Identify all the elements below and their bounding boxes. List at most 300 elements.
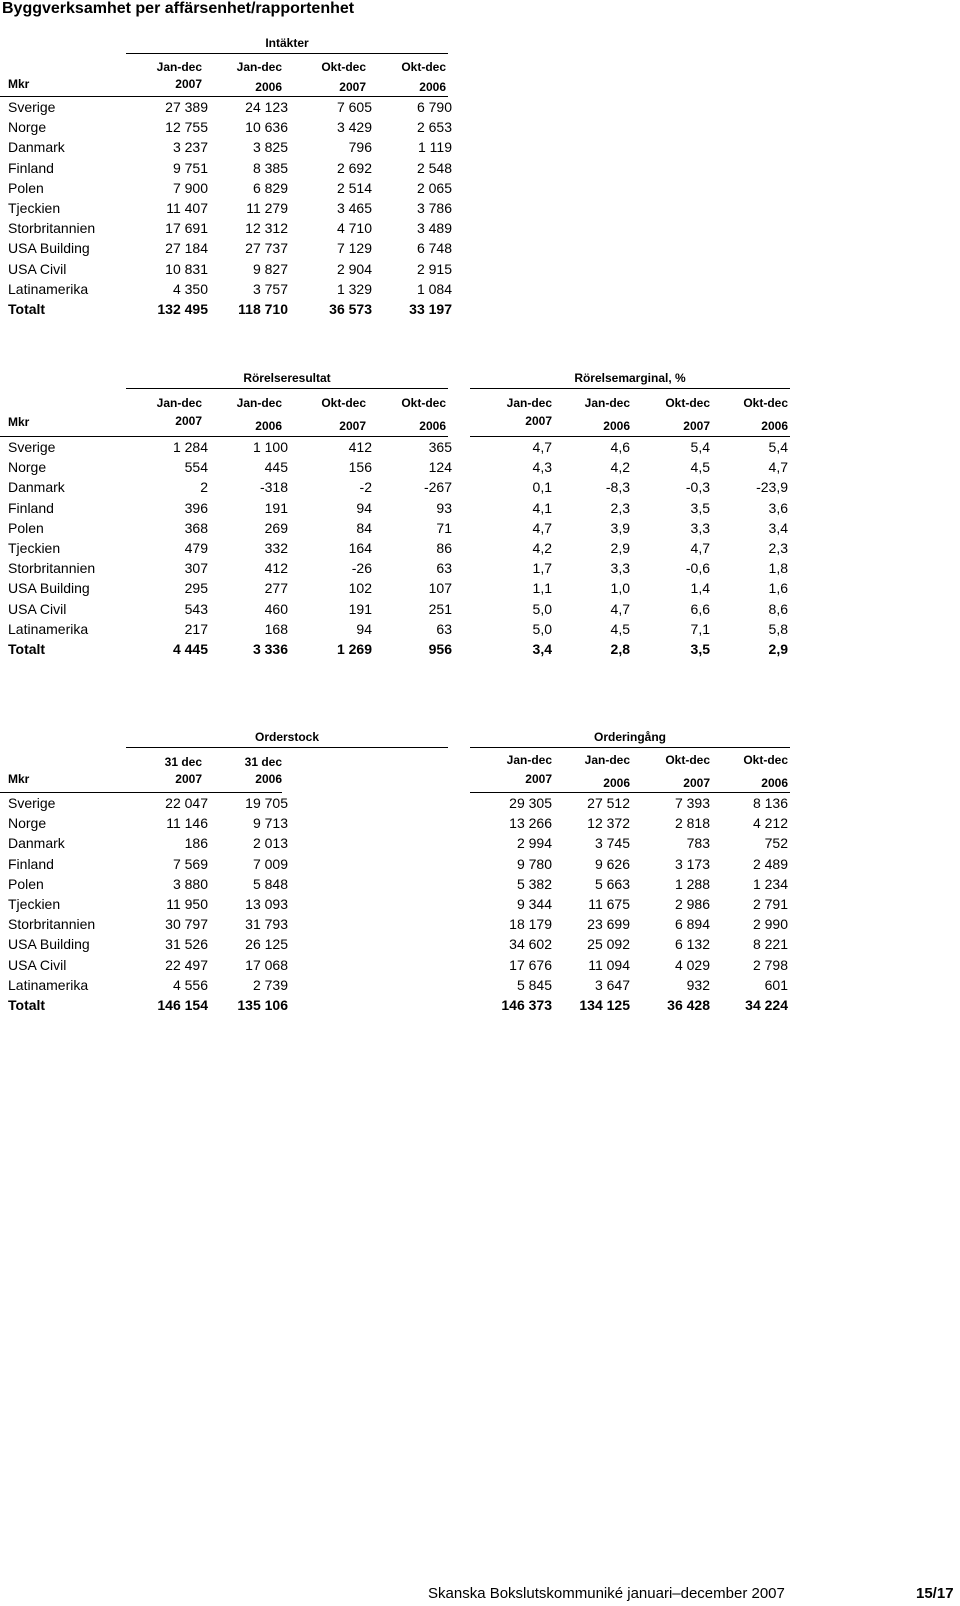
orderstock-table-row	[8, 955, 290, 975]
rorelseresultat-table-row	[8, 578, 454, 598]
row-label: Finland	[8, 855, 54, 872]
cell-value: 4 556	[172, 976, 208, 993]
cell-value: 27 389	[165, 99, 208, 116]
cell-value: 554	[184, 459, 208, 476]
orderingang-table-row	[476, 975, 790, 995]
cell-value: 11 675	[588, 896, 630, 913]
rorelsemarginal-group-title: Rörelsemarginal, %	[574, 371, 686, 385]
intakter-table-row	[8, 218, 454, 238]
orderingang-col-period: Jan-dec	[506, 753, 552, 767]
cell-value: 3 237	[172, 139, 208, 156]
cell-value: 5,4	[768, 439, 788, 456]
cell-value: 27 512	[587, 795, 630, 812]
row-label: Danmark	[8, 835, 65, 852]
rorelsemarginal-table-row	[476, 477, 790, 497]
row-label: Totalt	[8, 996, 46, 1013]
cell-value: 445	[264, 459, 288, 476]
cell-value: 3 336	[252, 640, 288, 657]
rorelseresultat-col-year: 2006	[419, 419, 446, 433]
cell-value: 368	[184, 519, 208, 536]
cell-value: 4,5	[610, 620, 630, 637]
cell-value: 4 350	[172, 280, 208, 297]
cell-value: 84	[356, 519, 372, 536]
rorelsemarginal-header-rule	[470, 388, 790, 389]
orderstock-header-rule	[126, 747, 448, 748]
rorelseresultat-table-row	[8, 498, 454, 518]
cell-value: 4,5	[690, 459, 710, 476]
cell-value: 307	[184, 560, 208, 577]
row-label: Polen	[8, 875, 44, 892]
row-label: Norge	[8, 815, 47, 832]
cell-value: 4,7	[768, 459, 788, 476]
cell-value: 1,0	[610, 580, 630, 597]
cell-value: -267	[423, 479, 452, 496]
cell-value: 6 748	[416, 240, 452, 257]
cell-value: 9 626	[594, 855, 630, 872]
rorelsemarginal-col-year: 2006	[761, 419, 788, 433]
orderstock-col-period: 31 dec	[244, 755, 282, 769]
orderingang-group-title: Orderingång	[593, 730, 666, 744]
cell-value: 11 146	[166, 815, 208, 832]
cell-value: 10 636	[245, 119, 288, 136]
orderingang-table-row	[476, 874, 790, 894]
cell-value: 191	[264, 499, 288, 516]
cell-value: 3,6	[768, 499, 788, 516]
orderstock-table	[8, 793, 290, 1015]
rorelseresultat-table-row	[8, 538, 454, 558]
cell-value: 23 699	[587, 916, 630, 933]
rorelsemarginal-table-row	[476, 457, 790, 477]
cell-value: -2	[359, 479, 372, 496]
cell-value: 3 489	[416, 220, 452, 237]
cell-value: 156	[348, 459, 372, 476]
cell-value: 217	[184, 620, 208, 637]
cell-value: 4,7	[690, 540, 710, 557]
cell-value: 8 385	[252, 159, 288, 176]
rorelsemarginal-table	[476, 437, 790, 659]
rorelsemarginal-col-period: Okt-dec	[743, 396, 788, 410]
row-label: Storbritannien	[8, 220, 96, 237]
cell-value: 752	[764, 835, 788, 852]
cell-value: 36 573	[329, 300, 372, 317]
intakter-col-period: Okt-dec	[321, 60, 366, 74]
cell-value: 6 790	[416, 99, 452, 116]
cell-value: 4 710	[336, 220, 372, 237]
intakter-table-row	[8, 259, 454, 279]
cell-value: 2,8	[610, 640, 630, 657]
row-label: Latinamerika	[8, 280, 89, 297]
cell-value: 5,8	[768, 620, 788, 637]
orderstock-col-year: 2007	[175, 772, 202, 786]
cell-value: 2 994	[516, 835, 552, 852]
cell-value: 135 106	[237, 996, 288, 1013]
row-label: Tjeckien	[8, 896, 61, 913]
rorelsemarginal-table-row	[476, 518, 790, 538]
orderingang-col-year: 2006	[603, 776, 630, 790]
cell-value: 412	[348, 439, 372, 456]
cell-value: 2,3	[610, 499, 630, 516]
cell-value: 0,1	[532, 479, 552, 496]
rorelseresultat-header-rule	[126, 388, 448, 389]
row-label: Latinamerika	[8, 620, 89, 637]
cell-value: 7 129	[336, 240, 372, 257]
orderingang-table-row	[476, 854, 790, 874]
cell-value: 164	[348, 540, 372, 557]
cell-value: 1 288	[674, 875, 710, 892]
row-label: Danmark	[8, 139, 65, 156]
cell-value: 4 212	[752, 815, 788, 832]
cell-value: 12 755	[165, 119, 208, 136]
orderingang-table-row	[476, 934, 790, 954]
cell-value: 7 393	[674, 795, 710, 812]
rorelseresultat-table-row	[8, 518, 454, 538]
row-label: USA Building	[8, 240, 90, 257]
cell-value: 601	[764, 976, 788, 993]
cell-value: 9 751	[172, 159, 208, 176]
cell-value: 332	[264, 540, 288, 557]
cell-value: 2 915	[416, 260, 452, 277]
cell-value: 7 569	[172, 855, 208, 872]
cell-value: 146 154	[157, 996, 208, 1013]
cell-value: 4,3	[532, 459, 552, 476]
intakter-col-period: Jan-dec	[156, 60, 202, 74]
cell-value: 3 786	[416, 200, 452, 217]
cell-value: 6 829	[252, 179, 288, 196]
cell-value: 3 757	[252, 280, 288, 297]
cell-value: 2 653	[416, 119, 452, 136]
cell-value: 29 305	[509, 795, 552, 812]
cell-value: 1 329	[336, 280, 372, 297]
cell-value: -0,3	[685, 479, 710, 496]
cell-value: 168	[264, 620, 288, 637]
intakter-group-title: Intäkter	[265, 36, 309, 50]
row-label: Storbritannien	[8, 916, 96, 933]
cell-value: 5,4	[690, 439, 710, 456]
cell-value: -26	[351, 560, 372, 577]
cell-value: 3,9	[610, 519, 630, 536]
cell-value: 191	[348, 600, 372, 617]
cell-value: 2 739	[252, 976, 288, 993]
cell-value: 9 344	[516, 896, 552, 913]
cell-value: 7 009	[252, 855, 288, 872]
row-label: USA Civil	[8, 956, 67, 973]
cell-value: 5 845	[516, 976, 552, 993]
cell-value: 93	[436, 499, 452, 516]
row-label: Sverige	[8, 439, 56, 456]
cell-value: 24 123	[245, 99, 288, 116]
cell-value: 251	[428, 600, 452, 617]
orderingang-col-period: Jan-dec	[584, 753, 630, 767]
cell-value: 25 092	[587, 936, 630, 953]
orderingang-header-rule	[470, 747, 790, 748]
cell-value: 17 676	[509, 956, 552, 973]
orderingang-col-year: 2007	[683, 776, 710, 790]
orderingang-table-row	[476, 793, 790, 813]
rorelsemarginal-table-row	[476, 599, 790, 619]
orderingang-table-row	[476, 833, 790, 853]
cell-value: 134 125	[579, 996, 630, 1013]
cell-value: 11 279	[246, 200, 288, 217]
cell-value: 86	[436, 540, 452, 557]
cell-value: 17 068	[245, 956, 288, 973]
cell-value: 4,2	[610, 459, 630, 476]
rorelseresultat-mkr-label: Mkr	[8, 415, 30, 429]
row-label: USA Civil	[8, 260, 67, 277]
rorelsemarginal-col-period: Jan-dec	[506, 396, 552, 410]
intakter-table-row	[8, 97, 454, 117]
intakter-total-row	[8, 299, 454, 319]
intakter-table-row	[8, 279, 454, 299]
row-label: Danmark	[8, 479, 65, 496]
intakter-col-period: Okt-dec	[401, 60, 446, 74]
cell-value: 12 312	[245, 220, 288, 237]
orderingang-col-period: Okt-dec	[665, 753, 710, 767]
rorelseresultat-table-row	[8, 437, 454, 457]
cell-value: 3,3	[690, 519, 710, 536]
cell-value: 3,5	[690, 640, 710, 657]
cell-value: 34 602	[509, 936, 552, 953]
cell-value: 2 489	[752, 855, 788, 872]
cell-value: 5 848	[252, 875, 288, 892]
rorelseresultat-table-row	[8, 599, 454, 619]
intakter-header-rule	[126, 53, 448, 54]
cell-value: 4,7	[532, 519, 552, 536]
orderstock-table-row	[8, 813, 290, 833]
orderstock-table-row	[8, 914, 290, 934]
cell-value: 3 745	[594, 835, 630, 852]
orderstock-col-period: 31 dec	[164, 755, 202, 769]
cell-value: 22 497	[165, 956, 208, 973]
cell-value: 17 691	[165, 220, 208, 237]
row-label: Totalt	[8, 300, 46, 317]
rorelseresultat-table-row	[8, 619, 454, 639]
intakter-table-row	[8, 238, 454, 258]
orderstock-table-row	[8, 854, 290, 874]
intakter-col-period: Jan-dec	[236, 60, 282, 74]
cell-value: 4,7	[532, 439, 552, 456]
rorelsemarginal-total-row	[476, 639, 790, 659]
row-label: USA Civil	[8, 600, 67, 617]
intakter-table-row	[8, 178, 454, 198]
intakter-col-year: 2006	[255, 80, 282, 94]
orderstock-col-year: 2006	[255, 772, 282, 786]
cell-value: 146 373	[501, 996, 552, 1013]
cell-value: 8 136	[752, 795, 788, 812]
orderstock-table-row	[8, 874, 290, 894]
cell-value: 2 798	[752, 956, 788, 973]
cell-value: 543	[184, 600, 208, 617]
cell-value: 4,2	[532, 540, 552, 557]
cell-value: 3 825	[252, 139, 288, 156]
rorelseresultat-table-row	[8, 457, 454, 477]
cell-value: 2	[200, 479, 208, 496]
cell-value: -23,9	[756, 479, 788, 496]
cell-value: 2 013	[252, 835, 288, 852]
cell-value: 4,6	[610, 439, 630, 456]
rorelsemarginal-col-year: 2007	[525, 414, 552, 428]
row-label: Storbritannien	[8, 560, 96, 577]
cell-value: 3,4	[532, 640, 552, 657]
rorelsemarginal-col-period: Jan-dec	[584, 396, 630, 410]
cell-value: 3 465	[336, 200, 372, 217]
orderingang-table-row	[476, 955, 790, 975]
intakter-table-row	[8, 117, 454, 137]
rorelseresultat-col-period: Jan-dec	[156, 396, 202, 410]
row-label: Latinamerika	[8, 976, 89, 993]
cell-value: 9 827	[252, 260, 288, 277]
rorelseresultat-col-period: Okt-dec	[321, 396, 366, 410]
cell-value: 30 797	[165, 916, 208, 933]
page-title: Byggverksamhet per affärsenhet/rapportenhet	[2, 0, 355, 17]
cell-value: 63	[436, 620, 452, 637]
cell-value: 932	[686, 976, 710, 993]
cell-value: 8 221	[752, 936, 788, 953]
cell-value: 9 780	[516, 855, 552, 872]
cell-value: 34 224	[745, 996, 788, 1013]
cell-value: 36 428	[667, 996, 710, 1013]
rorelseresultat-total-row	[8, 639, 454, 659]
rorelseresultat-group-title: Rörelseresultat	[243, 371, 331, 385]
orderstock-table-row	[8, 975, 290, 995]
cell-value: 3 173	[674, 855, 710, 872]
row-label: Sverige	[8, 99, 56, 116]
cell-value: 1,8	[768, 560, 788, 577]
row-label: Polen	[8, 179, 44, 196]
footer-document-title: Skanska Bokslutskommuniké januari–december 2007	[428, 1585, 785, 1602]
row-label: Tjeckien	[8, 540, 61, 557]
rorelseresultat-col-period: Jan-dec	[236, 396, 282, 410]
orderingang-table-row	[476, 914, 790, 934]
rorelsemarginal-table-row	[476, 538, 790, 558]
cell-value: 2,9	[610, 540, 630, 557]
cell-value: 2 548	[416, 159, 452, 176]
cell-value: 277	[264, 580, 288, 597]
orderstock-table-row	[8, 833, 290, 853]
row-label: Totalt	[8, 640, 46, 657]
cell-value: -318	[259, 479, 288, 496]
row-label: Tjeckien	[8, 200, 61, 217]
cell-value: 124	[428, 459, 452, 476]
cell-value: 94	[356, 620, 372, 637]
cell-value: 2,3	[768, 540, 788, 557]
intakter-col-year: 2007	[339, 80, 366, 94]
orderingang-col-period: Okt-dec	[743, 753, 788, 767]
cell-value: 2 692	[336, 159, 372, 176]
cell-value: 6,6	[690, 600, 710, 617]
cell-value: 4,7	[610, 600, 630, 617]
cell-value: 4 029	[674, 956, 710, 973]
cell-value: 3 880	[172, 875, 208, 892]
cell-value: 63	[436, 560, 452, 577]
rorelsemarginal-table-row	[476, 437, 790, 457]
row-label: Finland	[8, 499, 54, 516]
cell-value: 460	[264, 600, 288, 617]
row-label: Sverige	[8, 795, 56, 812]
cell-value: 6 894	[674, 916, 710, 933]
rorelseresultat-table-row	[8, 477, 454, 497]
cell-value: 27 184	[165, 240, 208, 257]
cell-value: 269	[264, 519, 288, 536]
cell-value: 2 986	[674, 896, 710, 913]
cell-value: 19 705	[245, 795, 288, 812]
orderingang-total-row	[476, 995, 790, 1015]
rorelsemarginal-table-row	[476, 498, 790, 518]
cell-value: 7,1	[690, 620, 710, 637]
intakter-col-year: 2006	[419, 80, 446, 94]
intakter-table	[8, 97, 454, 319]
cell-value: 33 197	[409, 300, 452, 317]
orderingang-col-year: 2006	[761, 776, 788, 790]
cell-value: 10 831	[165, 260, 208, 277]
cell-value: 3,4	[768, 519, 788, 536]
footer-page-number: 15/17	[916, 1585, 954, 1602]
cell-value: 956	[428, 640, 452, 657]
rorelseresultat-col-period: Okt-dec	[401, 396, 446, 410]
cell-value: 2 065	[416, 179, 452, 196]
cell-value: 2 990	[752, 916, 788, 933]
rorelsemarginal-col-year: 2006	[603, 419, 630, 433]
cell-value: 2 514	[336, 179, 372, 196]
orderstock-mkr-label: Mkr	[8, 772, 30, 786]
rorelsemarginal-table-row	[476, 558, 790, 578]
cell-value: 5,0	[532, 600, 552, 617]
cell-value: 1 234	[752, 875, 788, 892]
intakter-table-row	[8, 198, 454, 218]
intakter-col-year: 2007	[175, 77, 202, 91]
cell-value: 102	[348, 580, 372, 597]
cell-value: 1,7	[532, 560, 552, 577]
cell-value: 2 904	[336, 260, 372, 277]
cell-value: 26 125	[245, 936, 288, 953]
cell-value: 107	[428, 580, 452, 597]
cell-value: 7 900	[172, 179, 208, 196]
cell-value: 2 791	[752, 896, 788, 913]
rorelsemarginal-table-row	[476, 619, 790, 639]
cell-value: -0,6	[685, 560, 710, 577]
cell-value: 11 407	[166, 200, 208, 217]
cell-value: 118 710	[238, 300, 288, 317]
orderstock-total-row	[8, 995, 290, 1015]
cell-value: 4,1	[532, 499, 552, 516]
cell-value: 4 445	[172, 640, 208, 657]
cell-value: 9 713	[252, 815, 288, 832]
cell-value: 3 647	[594, 976, 630, 993]
intakter-table-row	[8, 158, 454, 178]
rorelsemarginal-col-period: Okt-dec	[665, 396, 710, 410]
row-label: Norge	[8, 119, 47, 136]
cell-value: 479	[184, 540, 208, 557]
cell-value: 6 132	[674, 936, 710, 953]
cell-value: 22 047	[165, 795, 208, 812]
cell-value: 1 284	[172, 439, 208, 456]
cell-value: 31 526	[165, 936, 208, 953]
cell-value: 5,0	[532, 620, 552, 637]
cell-value: 1,4	[690, 580, 710, 597]
row-label: USA Building	[8, 580, 90, 597]
cell-value: -8,3	[605, 479, 630, 496]
cell-value: 11 950	[166, 896, 208, 913]
cell-value: 3 429	[336, 119, 372, 136]
cell-value: 94	[356, 499, 372, 516]
cell-value: 27 737	[245, 240, 288, 257]
cell-value: 412	[264, 560, 288, 577]
rorelseresultat-table	[8, 437, 454, 659]
cell-value: 3,3	[610, 560, 630, 577]
rorelseresultat-col-year: 2007	[339, 419, 366, 433]
cell-value: 295	[184, 580, 208, 597]
orderingang-table	[476, 793, 790, 1015]
cell-value: 1,1	[532, 580, 552, 597]
